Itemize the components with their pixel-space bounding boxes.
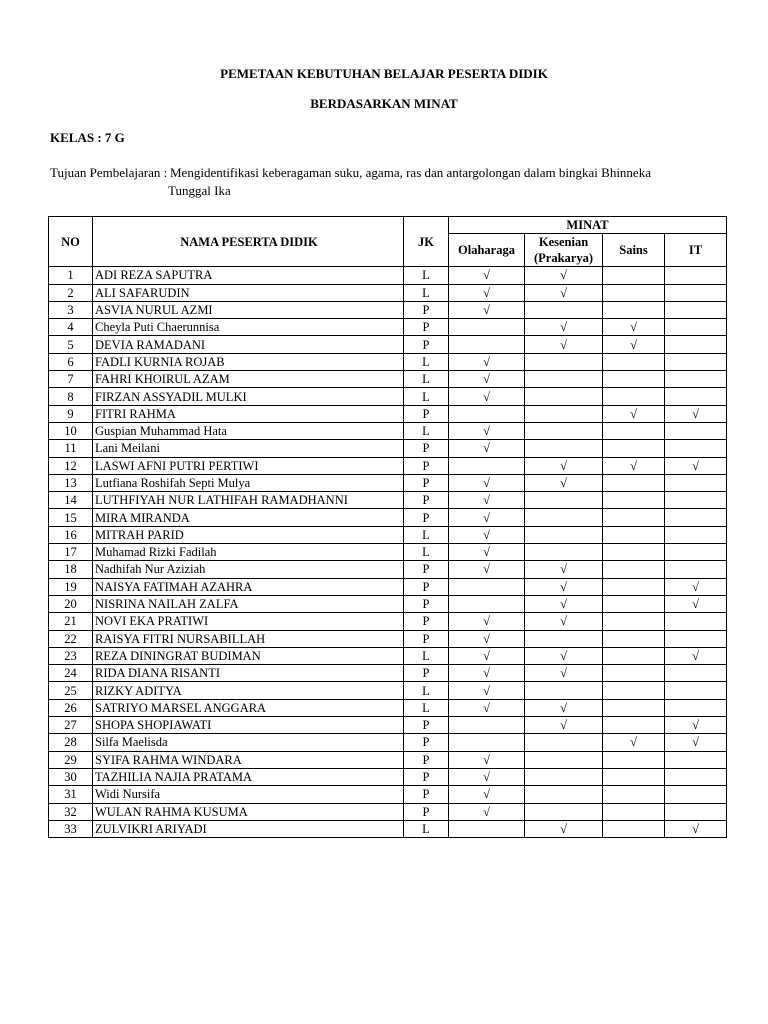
cell-no: 13 — [49, 474, 93, 491]
cell-no: 12 — [49, 457, 93, 474]
cell-olahraga: √ — [449, 422, 525, 439]
table-row — [49, 699, 727, 716]
table-row — [49, 492, 727, 509]
table-row — [49, 578, 727, 595]
cell-sains — [603, 474, 665, 491]
table-row — [49, 526, 727, 543]
cell-no: 27 — [49, 717, 93, 734]
cell-olahraga — [449, 319, 525, 336]
cell-no: 21 — [49, 613, 93, 630]
cell-no: 31 — [49, 786, 93, 803]
cell-nama: ZULVIKRI ARIYADI — [93, 820, 404, 837]
table-row — [49, 682, 727, 699]
cell-nama: REZA DININGRAT BUDIMAN — [93, 647, 404, 664]
table-row — [49, 734, 727, 751]
header-kesenian-line2: (Prakarya) — [533, 251, 593, 266]
cell-jk: P — [404, 630, 449, 647]
table-row — [49, 613, 727, 630]
table-row — [49, 509, 727, 526]
cell-sains — [603, 284, 665, 301]
table-row — [49, 544, 727, 561]
cell-no: 5 — [49, 336, 93, 353]
cell-olahraga: √ — [449, 284, 525, 301]
cell-olahraga — [449, 578, 525, 595]
cell-it — [665, 544, 727, 561]
cell-nama: LASWI AFNI PUTRI PERTIWI — [93, 457, 404, 474]
cell-nama: Cheyla Puti Chaerunnisa — [93, 319, 404, 336]
cell-sains — [603, 803, 665, 820]
table-row — [49, 647, 727, 664]
cell-kesenian — [525, 751, 603, 768]
cell-sains — [603, 526, 665, 543]
header-olahraga: Olaharaga — [449, 234, 525, 267]
objective-text-line1: Mengidentifikasi keberagaman suku, agama, ras dan antargolongan dalam bingkai Bhinneka — [170, 165, 651, 180]
cell-nama: RIZKY ADITYA — [93, 682, 404, 699]
table-row — [49, 284, 727, 301]
cell-it — [665, 682, 727, 699]
table-row — [49, 630, 727, 647]
cell-it — [665, 561, 727, 578]
cell-no: 8 — [49, 388, 93, 405]
cell-olahraga: √ — [449, 267, 525, 284]
cell-sains — [603, 301, 665, 318]
cell-olahraga: √ — [449, 509, 525, 526]
header-nama: NAMA PESERTA DIDIK — [93, 217, 404, 267]
cell-no: 16 — [49, 526, 93, 543]
cell-jk: P — [404, 474, 449, 491]
cell-kesenian: √ — [525, 267, 603, 284]
cell-sains — [603, 371, 665, 388]
cell-it: √ — [665, 595, 727, 612]
table-row — [49, 717, 727, 734]
cell-nama: MIRA MIRANDA — [93, 509, 404, 526]
cell-no: 22 — [49, 630, 93, 647]
cell-olahraga: √ — [449, 561, 525, 578]
cell-no: 9 — [49, 405, 93, 422]
cell-nama: FADLI KURNIA ROJAB — [93, 353, 404, 370]
header-sains: Sains — [603, 234, 665, 267]
cell-nama: SATRIYO MARSEL ANGGARA — [93, 699, 404, 716]
cell-it — [665, 353, 727, 370]
cell-kesenian — [525, 353, 603, 370]
cell-no: 25 — [49, 682, 93, 699]
cell-nama: ALI SAFARUDIN — [93, 284, 404, 301]
cell-sains: √ — [603, 336, 665, 353]
cell-sains — [603, 440, 665, 457]
cell-kesenian: √ — [525, 457, 603, 474]
objective-label: Tujuan Pembelajaran : — [50, 165, 168, 180]
cell-it: √ — [665, 457, 727, 474]
cell-olahraga: √ — [449, 371, 525, 388]
cell-kesenian — [525, 630, 603, 647]
cell-kesenian — [525, 682, 603, 699]
document-title: PEMETAAN KEBUTUHAN BELAJAR PESERTA DIDIK — [220, 66, 548, 81]
cell-it — [665, 422, 727, 439]
header-kesenian — [525, 234, 603, 267]
cell-sains — [603, 353, 665, 370]
cell-sains — [603, 647, 665, 664]
learning-objective — [50, 164, 730, 200]
cell-kesenian: √ — [525, 474, 603, 491]
cell-kesenian: √ — [525, 665, 603, 682]
cell-olahraga: √ — [449, 613, 525, 630]
cell-olahraga — [449, 336, 525, 353]
cell-jk: P — [404, 301, 449, 318]
table-row — [49, 319, 727, 336]
cell-nama: WULAN RAHMA KUSUMA — [93, 803, 404, 820]
cell-olahraga — [449, 734, 525, 751]
table-row — [49, 336, 727, 353]
header-kesenian-line1: Kesenian — [538, 235, 589, 250]
cell-it — [665, 284, 727, 301]
table-row — [49, 768, 727, 785]
cell-no: 2 — [49, 284, 93, 301]
cell-it — [665, 474, 727, 491]
cell-kesenian — [525, 388, 603, 405]
cell-kesenian: √ — [525, 319, 603, 336]
cell-sains — [603, 786, 665, 803]
table-row — [49, 595, 727, 612]
cell-sains — [603, 751, 665, 768]
table-row — [49, 388, 727, 405]
cell-nama: Lutfiana Roshifah Septi Mulya — [93, 474, 404, 491]
cell-olahraga: √ — [449, 388, 525, 405]
cell-kesenian: √ — [525, 647, 603, 664]
cell-it — [665, 336, 727, 353]
cell-jk: P — [404, 786, 449, 803]
cell-jk: P — [404, 803, 449, 820]
student-interest-table — [48, 216, 727, 838]
cell-nama: ADI REZA SAPUTRA — [93, 267, 404, 284]
cell-nama: SHOPA SHOPIAWATI — [93, 717, 404, 734]
cell-kesenian — [525, 526, 603, 543]
table-row — [49, 353, 727, 370]
cell-no: 33 — [49, 820, 93, 837]
cell-jk: P — [404, 440, 449, 457]
cell-olahraga — [449, 595, 525, 612]
cell-jk: P — [404, 717, 449, 734]
cell-jk: P — [404, 457, 449, 474]
table-row — [49, 751, 727, 768]
cell-nama: TAZHILIA NAJIA PRATAMA — [93, 768, 404, 785]
header-minat: MINAT — [449, 217, 727, 234]
cell-no: 24 — [49, 665, 93, 682]
cell-nama: FITRI RAHMA — [93, 405, 404, 422]
cell-jk: P — [404, 561, 449, 578]
cell-it — [665, 699, 727, 716]
cell-it — [665, 319, 727, 336]
cell-jk: L — [404, 526, 449, 543]
cell-it — [665, 492, 727, 509]
cell-kesenian — [525, 405, 603, 422]
cell-kesenian — [525, 786, 603, 803]
cell-it — [665, 803, 727, 820]
table-row — [49, 301, 727, 318]
cell-jk: L — [404, 820, 449, 837]
cell-olahraga: √ — [449, 474, 525, 491]
cell-jk: L — [404, 647, 449, 664]
cell-kesenian: √ — [525, 717, 603, 734]
cell-it — [665, 613, 727, 630]
cell-no: 29 — [49, 751, 93, 768]
cell-sains — [603, 820, 665, 837]
cell-nama: Muhamad Rizki Fadilah — [93, 544, 404, 561]
cell-it — [665, 786, 727, 803]
cell-sains — [603, 267, 665, 284]
table-row — [49, 803, 727, 820]
cell-nama: Silfa Maelisda — [93, 734, 404, 751]
table-row — [49, 665, 727, 682]
cell-olahraga: √ — [449, 803, 525, 820]
cell-olahraga: √ — [449, 647, 525, 664]
cell-jk: P — [404, 613, 449, 630]
cell-nama: Guspian Muhammad Hata — [93, 422, 404, 439]
cell-jk: L — [404, 422, 449, 439]
cell-jk: L — [404, 699, 449, 716]
table-row — [49, 267, 727, 284]
cell-nama: ASVIA NURUL AZMI — [93, 301, 404, 318]
cell-kesenian: √ — [525, 613, 603, 630]
cell-sains — [603, 595, 665, 612]
cell-olahraga: √ — [449, 768, 525, 785]
cell-jk: P — [404, 492, 449, 509]
cell-kesenian — [525, 509, 603, 526]
table-row — [49, 371, 727, 388]
cell-no: 32 — [49, 803, 93, 820]
cell-nama: Widi Nursifa — [93, 786, 404, 803]
cell-olahraga — [449, 457, 525, 474]
cell-sains: √ — [603, 405, 665, 422]
header-it: IT — [665, 234, 727, 267]
cell-olahraga: √ — [449, 699, 525, 716]
cell-jk: L — [404, 267, 449, 284]
cell-sains — [603, 578, 665, 595]
cell-sains — [603, 544, 665, 561]
cell-no: 10 — [49, 422, 93, 439]
cell-sains — [603, 682, 665, 699]
cell-it: √ — [665, 647, 727, 664]
cell-kesenian: √ — [525, 336, 603, 353]
cell-jk: P — [404, 578, 449, 595]
cell-olahraga: √ — [449, 301, 525, 318]
cell-no: 6 — [49, 353, 93, 370]
cell-it — [665, 526, 727, 543]
cell-it — [665, 665, 727, 682]
cell-no: 30 — [49, 768, 93, 785]
header-no: NO — [49, 217, 93, 267]
cell-no: 11 — [49, 440, 93, 457]
cell-jk: P — [404, 319, 449, 336]
cell-olahraga: √ — [449, 751, 525, 768]
cell-no: 15 — [49, 509, 93, 526]
cell-kesenian: √ — [525, 561, 603, 578]
cell-it — [665, 768, 727, 785]
cell-it — [665, 267, 727, 284]
cell-olahraga: √ — [449, 492, 525, 509]
cell-nama: MITRAH PARID — [93, 526, 404, 543]
table-row — [49, 561, 727, 578]
cell-kesenian — [525, 301, 603, 318]
cell-no: 7 — [49, 371, 93, 388]
cell-olahraga: √ — [449, 526, 525, 543]
table-row — [49, 820, 727, 837]
cell-nama: LUTHFIYAH NUR LATHIFAH RAMADHANNI — [93, 492, 404, 509]
cell-nama: NISRINA NAILAH ZALFA — [93, 595, 404, 612]
cell-sains — [603, 630, 665, 647]
cell-jk: L — [404, 682, 449, 699]
cell-kesenian: √ — [525, 595, 603, 612]
cell-jk: L — [404, 284, 449, 301]
cell-nama: SYIFA RAHMA WINDARA — [93, 751, 404, 768]
cell-sains — [603, 768, 665, 785]
cell-nama: NOVI EKA PRATIWI — [93, 613, 404, 630]
cell-olahraga: √ — [449, 682, 525, 699]
table-row — [49, 440, 727, 457]
objective-text-line2: Tunggal Ika — [168, 183, 231, 198]
cell-jk: P — [404, 405, 449, 422]
cell-jk: L — [404, 388, 449, 405]
document-subtitle: BERDASARKAN MINAT — [310, 96, 458, 111]
cell-kesenian: √ — [525, 578, 603, 595]
cell-it: √ — [665, 734, 727, 751]
cell-sains — [603, 561, 665, 578]
class-label: KELAS : 7 G — [50, 130, 125, 145]
cell-no: 4 — [49, 319, 93, 336]
cell-kesenian — [525, 371, 603, 388]
cell-it — [665, 371, 727, 388]
cell-sains — [603, 717, 665, 734]
cell-olahraga — [449, 820, 525, 837]
cell-kesenian — [525, 768, 603, 785]
cell-sains: √ — [603, 734, 665, 751]
cell-sains — [603, 699, 665, 716]
cell-it — [665, 509, 727, 526]
cell-it — [665, 301, 727, 318]
cell-sains — [603, 492, 665, 509]
cell-jk: L — [404, 544, 449, 561]
cell-it: √ — [665, 820, 727, 837]
cell-kesenian — [525, 734, 603, 751]
cell-olahraga: √ — [449, 786, 525, 803]
cell-kesenian — [525, 803, 603, 820]
cell-nama: RAISYA FITRI NURSABILLAH — [93, 630, 404, 647]
table-row — [49, 786, 727, 803]
cell-sains: √ — [603, 319, 665, 336]
cell-nama: Nadhifah Nur Aziziah — [93, 561, 404, 578]
cell-jk: P — [404, 751, 449, 768]
cell-sains — [603, 665, 665, 682]
cell-sains — [603, 613, 665, 630]
cell-kesenian: √ — [525, 284, 603, 301]
cell-olahraga — [449, 405, 525, 422]
cell-it — [665, 751, 727, 768]
cell-no: 26 — [49, 699, 93, 716]
table-row — [49, 422, 727, 439]
cell-olahraga: √ — [449, 440, 525, 457]
cell-no: 20 — [49, 595, 93, 612]
cell-no: 28 — [49, 734, 93, 751]
cell-jk: P — [404, 509, 449, 526]
cell-jk: P — [404, 665, 449, 682]
cell-jk: P — [404, 336, 449, 353]
cell-it — [665, 630, 727, 647]
cell-nama: Lani Meilani — [93, 440, 404, 457]
cell-olahraga: √ — [449, 665, 525, 682]
table-body — [49, 267, 727, 838]
cell-it: √ — [665, 578, 727, 595]
cell-nama: FIRZAN ASSYADIL MULKI — [93, 388, 404, 405]
cell-olahraga: √ — [449, 353, 525, 370]
cell-no: 17 — [49, 544, 93, 561]
cell-sains — [603, 422, 665, 439]
header-jk: JK — [404, 217, 449, 267]
cell-sains — [603, 388, 665, 405]
cell-no: 18 — [49, 561, 93, 578]
cell-kesenian — [525, 544, 603, 561]
cell-kesenian — [525, 492, 603, 509]
cell-no: 14 — [49, 492, 93, 509]
cell-no: 3 — [49, 301, 93, 318]
cell-sains — [603, 509, 665, 526]
cell-kesenian: √ — [525, 699, 603, 716]
cell-it: √ — [665, 717, 727, 734]
cell-olahraga: √ — [449, 544, 525, 561]
cell-jk: P — [404, 768, 449, 785]
cell-kesenian: √ — [525, 820, 603, 837]
table-row — [49, 457, 727, 474]
cell-nama: RIDA DIANA RISANTI — [93, 665, 404, 682]
cell-sains: √ — [603, 457, 665, 474]
cell-no: 23 — [49, 647, 93, 664]
cell-kesenian — [525, 440, 603, 457]
cell-jk: P — [404, 734, 449, 751]
cell-no: 1 — [49, 267, 93, 284]
cell-it: √ — [665, 405, 727, 422]
cell-jk: L — [404, 353, 449, 370]
cell-nama: FAHRI KHOIRUL AZAM — [93, 371, 404, 388]
cell-nama: DEVIA RAMADANI — [93, 336, 404, 353]
cell-olahraga: √ — [449, 630, 525, 647]
cell-kesenian — [525, 422, 603, 439]
table-row — [49, 405, 727, 422]
table-row — [49, 474, 727, 491]
cell-olahraga — [449, 717, 525, 734]
cell-no: 19 — [49, 578, 93, 595]
cell-jk: P — [404, 595, 449, 612]
cell-it — [665, 440, 727, 457]
cell-nama: NAISYA FATIMAH AZAHRA — [93, 578, 404, 595]
cell-jk: L — [404, 371, 449, 388]
cell-it — [665, 388, 727, 405]
